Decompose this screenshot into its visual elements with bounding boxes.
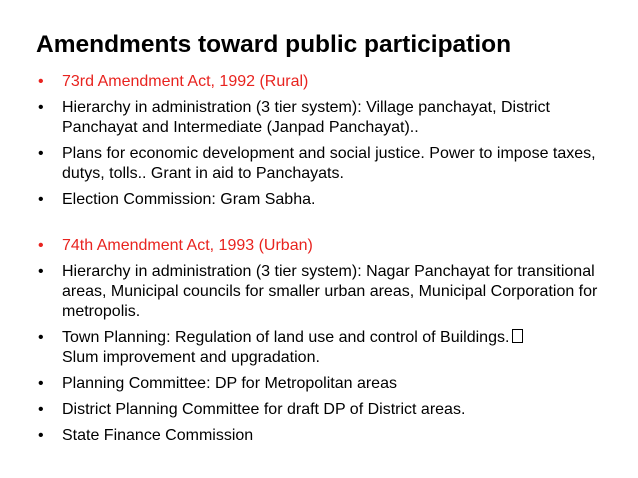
bullet-icon: • (38, 73, 44, 90)
section-spacer (36, 216, 618, 236)
list-item-text: Planning Committee: DP for Metropolitan areas (62, 375, 397, 392)
list-item (36, 98, 618, 138)
list-item (36, 144, 618, 184)
bullet-icon: • (38, 401, 44, 418)
section-heading-text: 73rd Amendment Act, 1992 (Rural) (62, 73, 309, 90)
bullet-icon: • (38, 99, 44, 116)
bullet-icon: • (38, 263, 44, 280)
list-item-text: Hierarchy in administration (3 tier system): Nagar Panchayat for transitional areas, Municipal councils for smaller urban areas, Municipal Corporation for metropolis. (62, 263, 598, 320)
list-item-text: District Planning Committee for draft DP of District areas. (62, 401, 466, 418)
list-item-text-continued: Slum improvement and upgradation. (62, 349, 320, 366)
bullet-icon: • (38, 237, 44, 254)
section-heading-text: 74th Amendment Act, 1993 (Urban) (62, 237, 313, 254)
missing-glyph-icon (512, 329, 523, 343)
list-item (36, 262, 618, 322)
bullet-icon: • (38, 145, 44, 162)
list-item-text: Plans for economic development and social justice. Power to impose taxes, dutys, tolls.. Grant in aid to Panchayats. (62, 145, 596, 182)
list-item-text: State Finance Commission (62, 427, 254, 444)
list-item (36, 400, 618, 420)
list-item-text: Election Commission: Gram Sabha. (62, 191, 316, 208)
list-item (36, 374, 618, 394)
bullet-icon: • (38, 191, 44, 208)
slide-title: Amendments toward public participation (36, 31, 512, 58)
bullet-icon: • (38, 427, 44, 444)
bullet-icon: • (38, 375, 44, 392)
list-item-text: Town Planning: Regulation of land use and control of Buildings. (62, 329, 510, 346)
list-item-text: Hierarchy in administration (3 tier system): Village panchayat, District Panchayat and Intermediate (Janpad Panchayat).. (62, 99, 550, 136)
list-item (36, 190, 618, 210)
bullet-list (36, 72, 618, 446)
section-heading-urban (36, 236, 618, 256)
list-item (36, 328, 618, 368)
bullet-icon: • (38, 329, 44, 346)
list-item (36, 426, 618, 446)
section-heading-rural (36, 72, 618, 92)
